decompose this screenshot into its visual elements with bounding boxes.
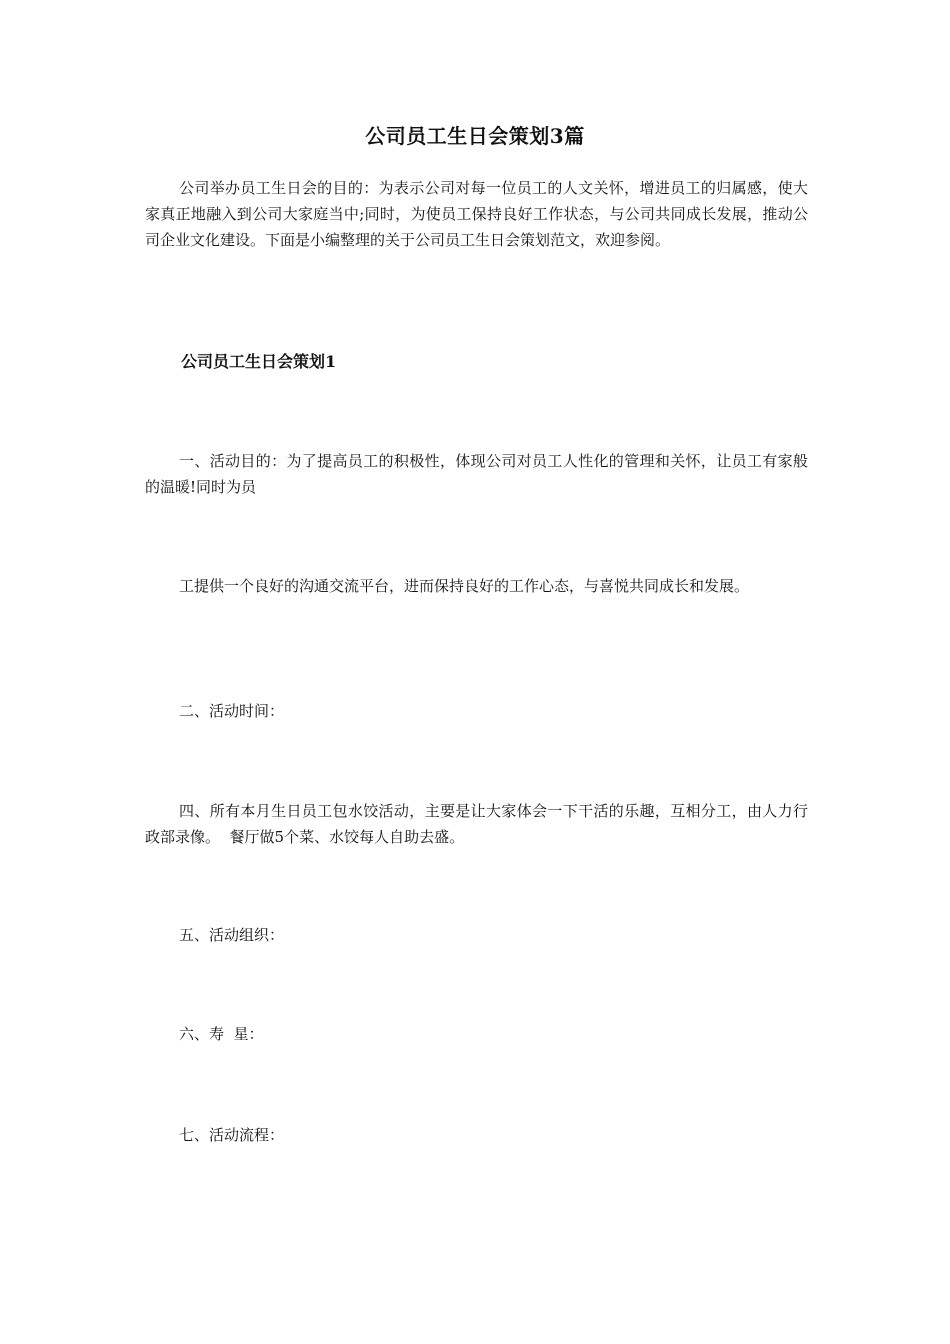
activity-process-paragraph: 七、活动流程： <box>179 1126 285 1144</box>
activity-organization-paragraph: 五、活动组织： <box>179 926 285 944</box>
activity-purpose-continued-paragraph: 工提供一个良好的沟通交流平台，进而保持良好的工作心态，与喜悦共同成长和发展。 <box>179 577 750 595</box>
activity-purpose-paragraph: 一、活动目的：为了提高员工的积极性，体现公司对员工人性化的管理和关怀，让员工有家般的温暖!同时为员 <box>145 452 808 496</box>
activity-time-paragraph: 二、活动时间： <box>179 702 285 720</box>
section-heading-plan-1: 公司员工生日会策划1 <box>181 352 337 371</box>
document-title: 公司员工生日会策划3篇 <box>365 124 585 148</box>
item-four-paragraph: 四、所有本月生日员工包水饺活动，主要是让大家体会一下干活的乐趣，互相分工，由人力行政部录像。 餐厅做5个菜、水饺每人自助去盛。 <box>145 802 808 846</box>
intro-paragraph: 公司举办员工生日会的目的：为表示公司对每一位员工的人文关怀，增进员工的归属感，使大家真正地融入到公司大家庭当中;同时，为使员工保持良好工作状态，与公司共同成长发展，推动公司企业文化建设。下面是小编整理的关于公司员工生日会策划范文，欢迎参阅。 <box>145 179 808 249</box>
birthday-star-paragraph: 六、寿 星： <box>179 1025 264 1043</box>
